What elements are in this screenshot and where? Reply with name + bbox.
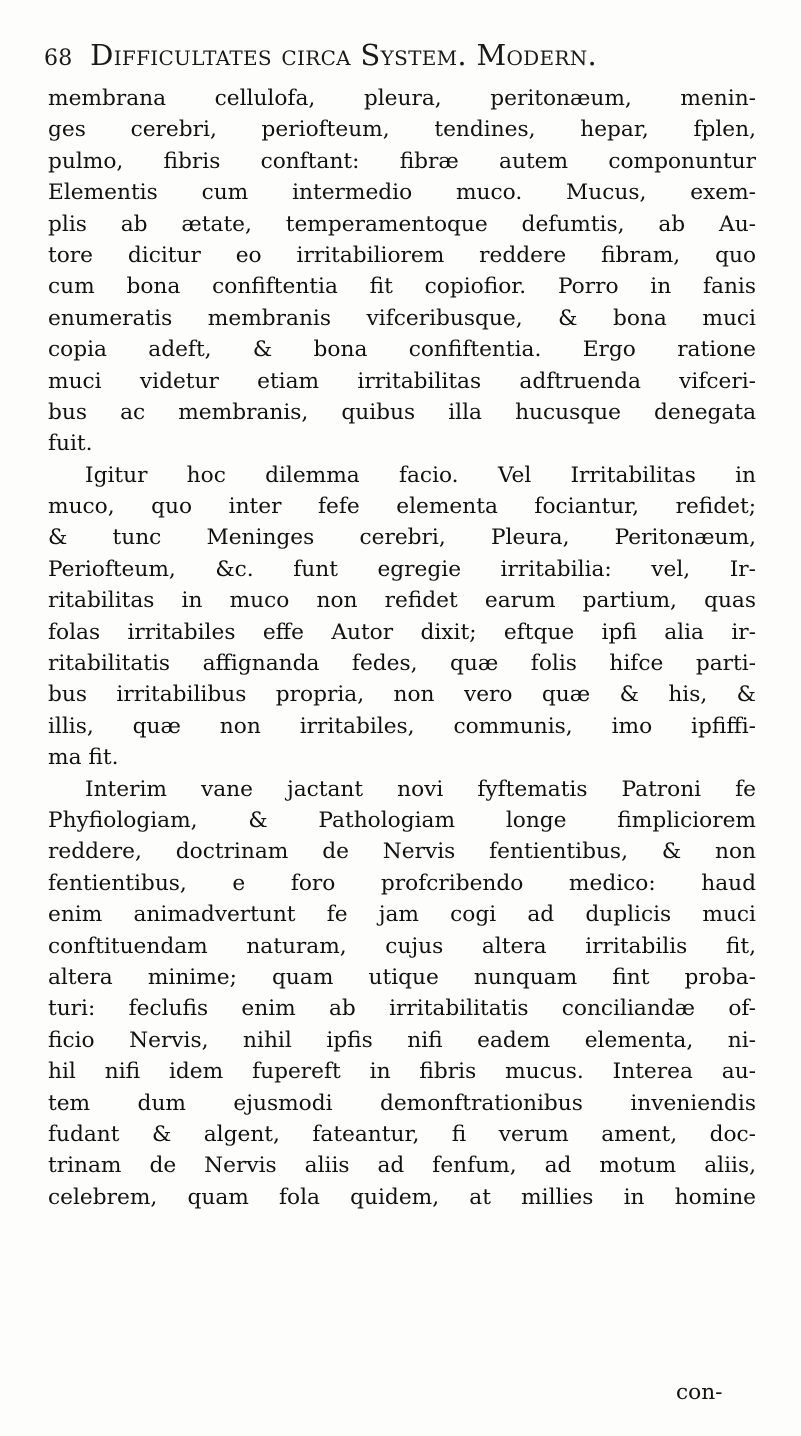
text-line: altera minime; quam utique nunquam fint proba- <box>48 964 756 990</box>
text-line: fentientibus, e foro profcribendo medico: haud <box>48 870 756 896</box>
text-line: trinam de Nervis aliis ad fenfum, ad motum aliis, <box>48 1153 756 1179</box>
text-line: ges cerebri, periofteum, tendines, hepar, fplen, <box>48 117 756 143</box>
page-number: 68 <box>44 46 73 71</box>
text-line: pulmo, fibris conftant: fibræ autem componuntur <box>48 148 756 174</box>
text-line: plis ab ætate, temperamentoque defumtis, ab Au- <box>48 211 756 237</box>
paragraph-start-line: Igitur hoc dilemma facio. Vel Irritabilitas in <box>85 462 756 488</box>
text-line: tem dum ejusmodi demonftrationibus inveniendis <box>48 1090 756 1116</box>
running-header <box>44 38 754 72</box>
text-line: celebrem, quam fola quidem, at millies in homine <box>48 1184 756 1210</box>
text-line: enumeratis membranis vifceribusque, & bona muci <box>48 305 756 331</box>
text-line: enim animadvertunt fe jam cogi ad duplicis muci <box>48 902 756 928</box>
text-line: muci videtur etiam irritabilitas adftruenda vifceri- <box>48 368 756 394</box>
text-line: ritabilitatis affignanda fedes, quæ folis hifce parti- <box>48 651 756 677</box>
text-line: turi: feclufis enim ab irritabilitatis conciliandæ of- <box>48 996 756 1022</box>
text-line: & tunc Meninges cerebri, Pleura, Peritonæum, <box>48 525 756 551</box>
running-title: Difficultates circa System. Modern. <box>90 38 598 72</box>
text-line: bus ac membranis, quibus illa hucusque denegata <box>48 399 756 425</box>
text-line: ma fit. <box>48 745 119 771</box>
text-line: folas irritabiles effe Autor dixit; eftque ipfi alia ir- <box>48 619 756 645</box>
text-line: tore dicitur eo irritabiliorem reddere fibram, quo <box>48 242 756 268</box>
text-line: Periofteum, &c. funt egregie irritabilia: vel, Ir- <box>48 556 756 582</box>
text-line: membrana cellulofa, pleura, peritonæum, menin- <box>48 86 756 111</box>
text-line: ritabilitas in muco non refidet earum partium, quas <box>48 588 756 614</box>
text-line: Elementis cum intermedio muco. Mucus, exem- <box>48 180 756 206</box>
text-line: Phyfiologiam, & Pathologiam longe fimpliciorem <box>48 807 756 833</box>
text-line: cum bona confiftentia fit copiofior. Porro in fanis <box>48 274 756 300</box>
text-line: hil nifi idem fupereft in fibris mucus. Interea au- <box>48 1059 756 1085</box>
text-line: fuit. <box>48 431 93 457</box>
text-line: copia adeft, & bona confiftentia. Ergo ratione <box>48 337 756 363</box>
text-line: illis, quæ non irritabiles, communis, imo ipfiffi- <box>48 713 756 739</box>
text-line: conftituendam naturam, cujus altera irritabilis fit, <box>48 933 756 959</box>
text-line: bus irritabilibus propria, non vero quæ & his, & <box>48 682 756 708</box>
paragraph-start-line: Interim vane jactant novi fyftematis Patroni fe <box>85 776 756 802</box>
catchword: con- <box>676 1380 723 1405</box>
text-line: reddere, doctrinam de Nervis fentientibus, & non <box>48 839 756 865</box>
text-line: fudant & algent, fateantur, fi verum ament, doc- <box>48 1121 756 1147</box>
text-line: muco, quo inter fefe elementa fociantur, refidet; <box>48 494 756 520</box>
body-text <box>48 83 756 1213</box>
text-line: ficio Nervis, nihil ipfis nifi eadem elementa, ni- <box>48 1027 756 1053</box>
